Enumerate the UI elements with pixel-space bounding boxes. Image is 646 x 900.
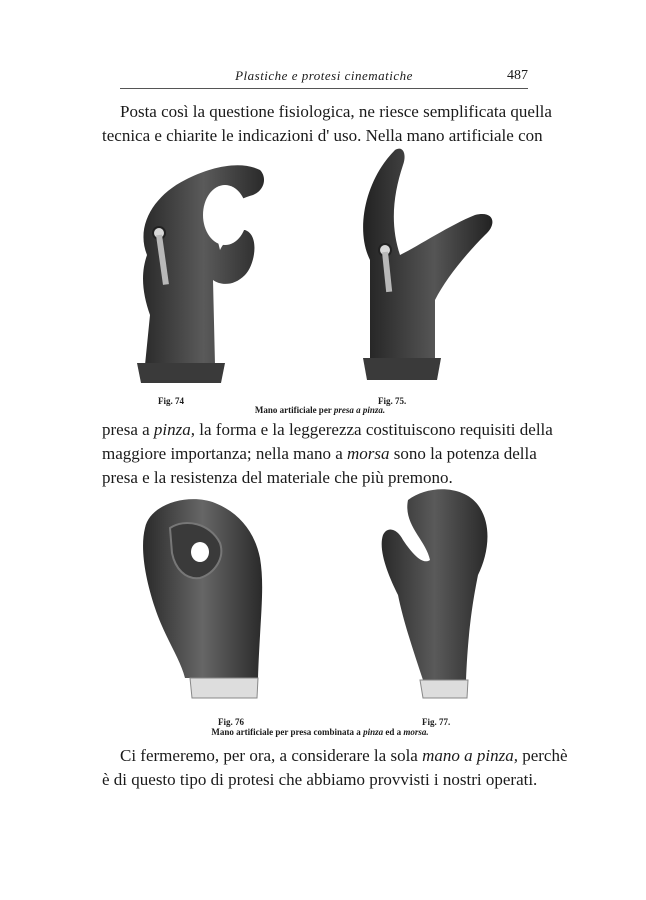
paragraph-line: presa a pinza, la forma e la leggerezza costituiscono requisiti della [102,420,553,439]
caption-text: ed a [383,727,404,737]
running-title: Plastiche e protesi cinematiche [235,68,413,83]
figure-76-label: Fig. 76 [218,717,244,727]
figure-caption-76-77 [170,727,470,737]
paragraph-line: maggiore importanza; nella mano a morsa sono la potenza della [102,444,537,463]
paragraph-line: è di questo tipo di protesi che abbiamo provvisti i nostri operati. [102,770,538,789]
caption-italic: morsa. [403,727,429,737]
figure-75-label: Fig. 75. [378,396,407,406]
figure-77-artificial-hand-vise [368,480,508,710]
paragraph-line: presa e la resistenza del materiale che più premono. [102,468,453,487]
figure-caption-74-75 [200,405,440,415]
caption-text: Mano artificiale per presa combinata a [211,727,364,737]
paragraph-line: Ci fermeremo, per ora, a considerare la sola mano a pinza, perchè [120,746,568,765]
paragraph-line: tecnica e chiarite le indicazioni d' uso. Nella mano artificiale con [102,126,543,145]
caption-italic: pinza [363,727,384,737]
paragraph-line: Posta così la questione fisiologica, ne riesce semplificata quella [120,102,552,121]
page-number: 487 [507,68,528,83]
figure-77-label: Fig. 77. [422,717,451,727]
figure-74-artificial-hand-pinch [125,155,275,390]
caption-text: Mano artificiale per [254,405,334,415]
figure-76-artificial-hand-combined [130,488,275,708]
caption-italic: presa a pinza. [333,405,386,415]
paragraph-closing [102,744,568,792]
figure-75-artificial-hand-open [345,140,505,390]
figure-74-label: Fig. 74 [158,396,184,406]
page-header [120,66,528,89]
